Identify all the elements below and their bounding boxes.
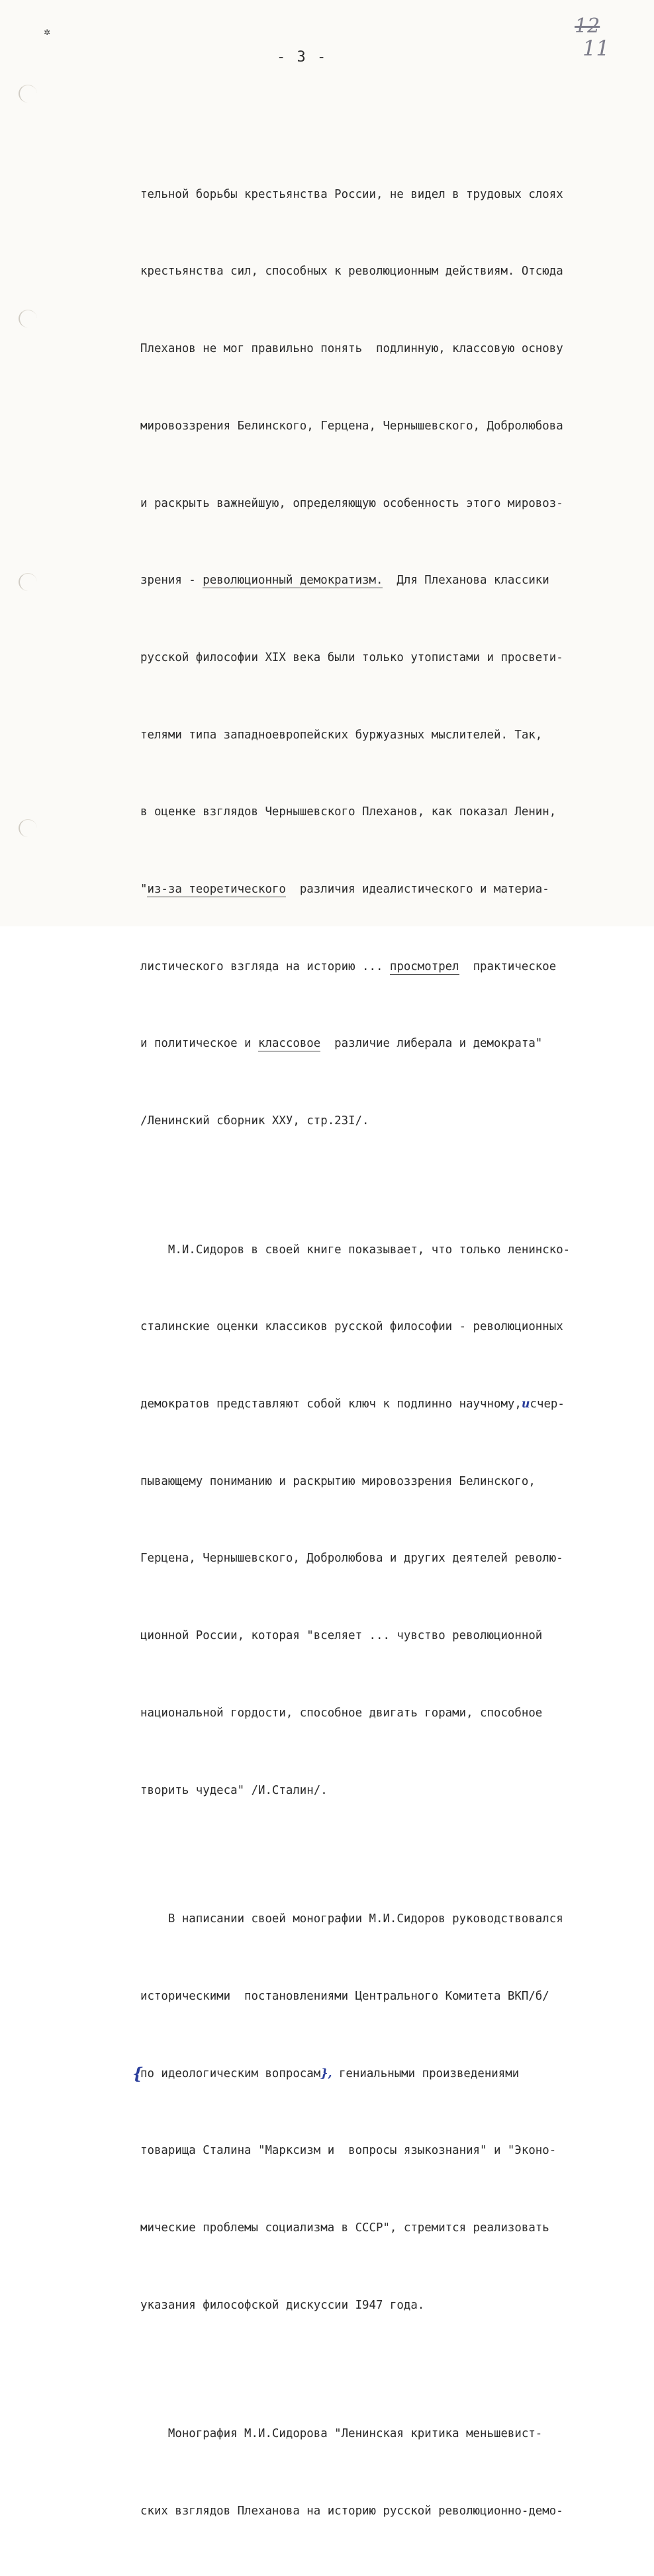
- text-segment: демократов представляют собой ключ к подлинно научному,: [140, 1398, 522, 1411]
- text-line: ционной России, которая "вселяет ... чувство революционной: [140, 1629, 543, 1643]
- punch-hole-mark: [19, 573, 37, 591]
- text-line: товарища Сталина "Марксизм и вопросы языкознания" и "Эконо-: [140, 2144, 557, 2158]
- text-segment: различие либерала и демократа": [320, 1037, 543, 1051]
- underlined-phrase: революционный демократизм.: [203, 574, 383, 588]
- text-segment: практическое: [459, 959, 557, 973]
- text-line: [140, 1031, 638, 1057]
- text-line: [140, 954, 638, 980]
- text-line: тельной борьбы крестьянства России, не видел в трудовых слоях: [140, 187, 563, 201]
- text-line: В написании своей монографии М.И.Сидоров руководствовался: [140, 1912, 563, 1926]
- text-line: М.И.Сидоров в своей книге показывает, что только ленинско-: [140, 1243, 571, 1257]
- punch-hole-mark: [19, 819, 37, 837]
- text-line: в оценке взглядов Чернышевского Плеханов, как показал Ленин,: [140, 805, 557, 819]
- text-line: [132, 2061, 638, 2087]
- text-line: Герцена, Чернышевского, Добролюбова и других деятелей револю-: [140, 1552, 563, 1566]
- text-segment: и политическое и: [140, 1037, 258, 1051]
- text-line: [140, 1392, 638, 1417]
- text-line: русской философии XIX века были только утопистами и просвети-: [140, 650, 563, 664]
- text-segment: Для Плеханова классики: [383, 574, 549, 588]
- ink-speck-mark: ✲: [44, 28, 51, 37]
- text-line: ских взглядов Плеханова на историю русской революционно-демо-: [140, 2504, 563, 2518]
- text-line: творить чудеса" /И.Сталин/.: [140, 1783, 328, 1797]
- handwritten-correction: и: [521, 1398, 530, 1411]
- text-line: и раскрыть важнейшую, определяющую особенность этого мировоз-: [140, 496, 563, 510]
- text-line: Монография М.И.Сидорова "Ленинская критика меньшевист-: [140, 2427, 543, 2441]
- punch-hole-mark: [19, 85, 37, 103]
- text-line: /Ленинский сборник XXУ, стр.23I/.: [140, 1114, 369, 1128]
- folio-annotation: [563, 15, 616, 61]
- text-line: Плеханов не мог правильно понять подлинную, классовую основу: [140, 342, 563, 356]
- text-line: национальной гордости, способное двигать горами, способное: [140, 1706, 543, 1720]
- folio-new-number: 11: [583, 36, 610, 61]
- handwritten-bracket: {: [132, 2063, 143, 2083]
- folio-old-number: 12: [575, 15, 600, 38]
- text-line: [140, 877, 638, 903]
- text-line: историческими постановлениями Центрального Комитета ВКП/б/: [140, 1989, 549, 2003]
- page-number: - 3 -: [277, 49, 328, 66]
- text-line: мические проблемы социализма в СССР", стремится реализовать: [140, 2221, 549, 2235]
- text-segment: различия идеалистического и материа-: [285, 883, 549, 897]
- text-segment: листического взгляда на историю ...: [140, 959, 390, 973]
- underlined-phrase: из-за теоретического: [147, 883, 286, 897]
- text-line: [140, 568, 638, 594]
- text-segment: гениальными произведениями: [332, 2066, 520, 2080]
- underlined-phrase: классовое: [258, 1037, 321, 1051]
- text-line: сталинские оценки классиков русской философии - революционных: [140, 1320, 563, 1334]
- text-line: крестьянства сил, способных к революционным действиям. Отсюда: [140, 265, 563, 279]
- text-segment: счер-: [530, 1398, 565, 1411]
- underlined-phrase: просмотрел: [389, 959, 459, 973]
- body-text: [132, 105, 638, 2576]
- text-line: телями типа западноевропейских буржуазных мыслителей. Так,: [140, 728, 543, 742]
- text-segment: по идеологическим вопросам: [140, 2066, 321, 2080]
- text-line: мировоззрения Белинского, Герцена, Чернышевского, Добролюбова: [140, 419, 563, 433]
- text-segment: ": [140, 883, 148, 897]
- text-line: указания философской дискуссии I947 года.: [140, 2298, 425, 2312]
- text-line: пывающему пониманию и раскрытию мировоззрения Белинского,: [140, 1474, 536, 1488]
- text-segment: зрения -: [140, 574, 203, 588]
- punch-hole-mark: [19, 310, 37, 328]
- handwritten-bracket: },: [320, 2066, 332, 2080]
